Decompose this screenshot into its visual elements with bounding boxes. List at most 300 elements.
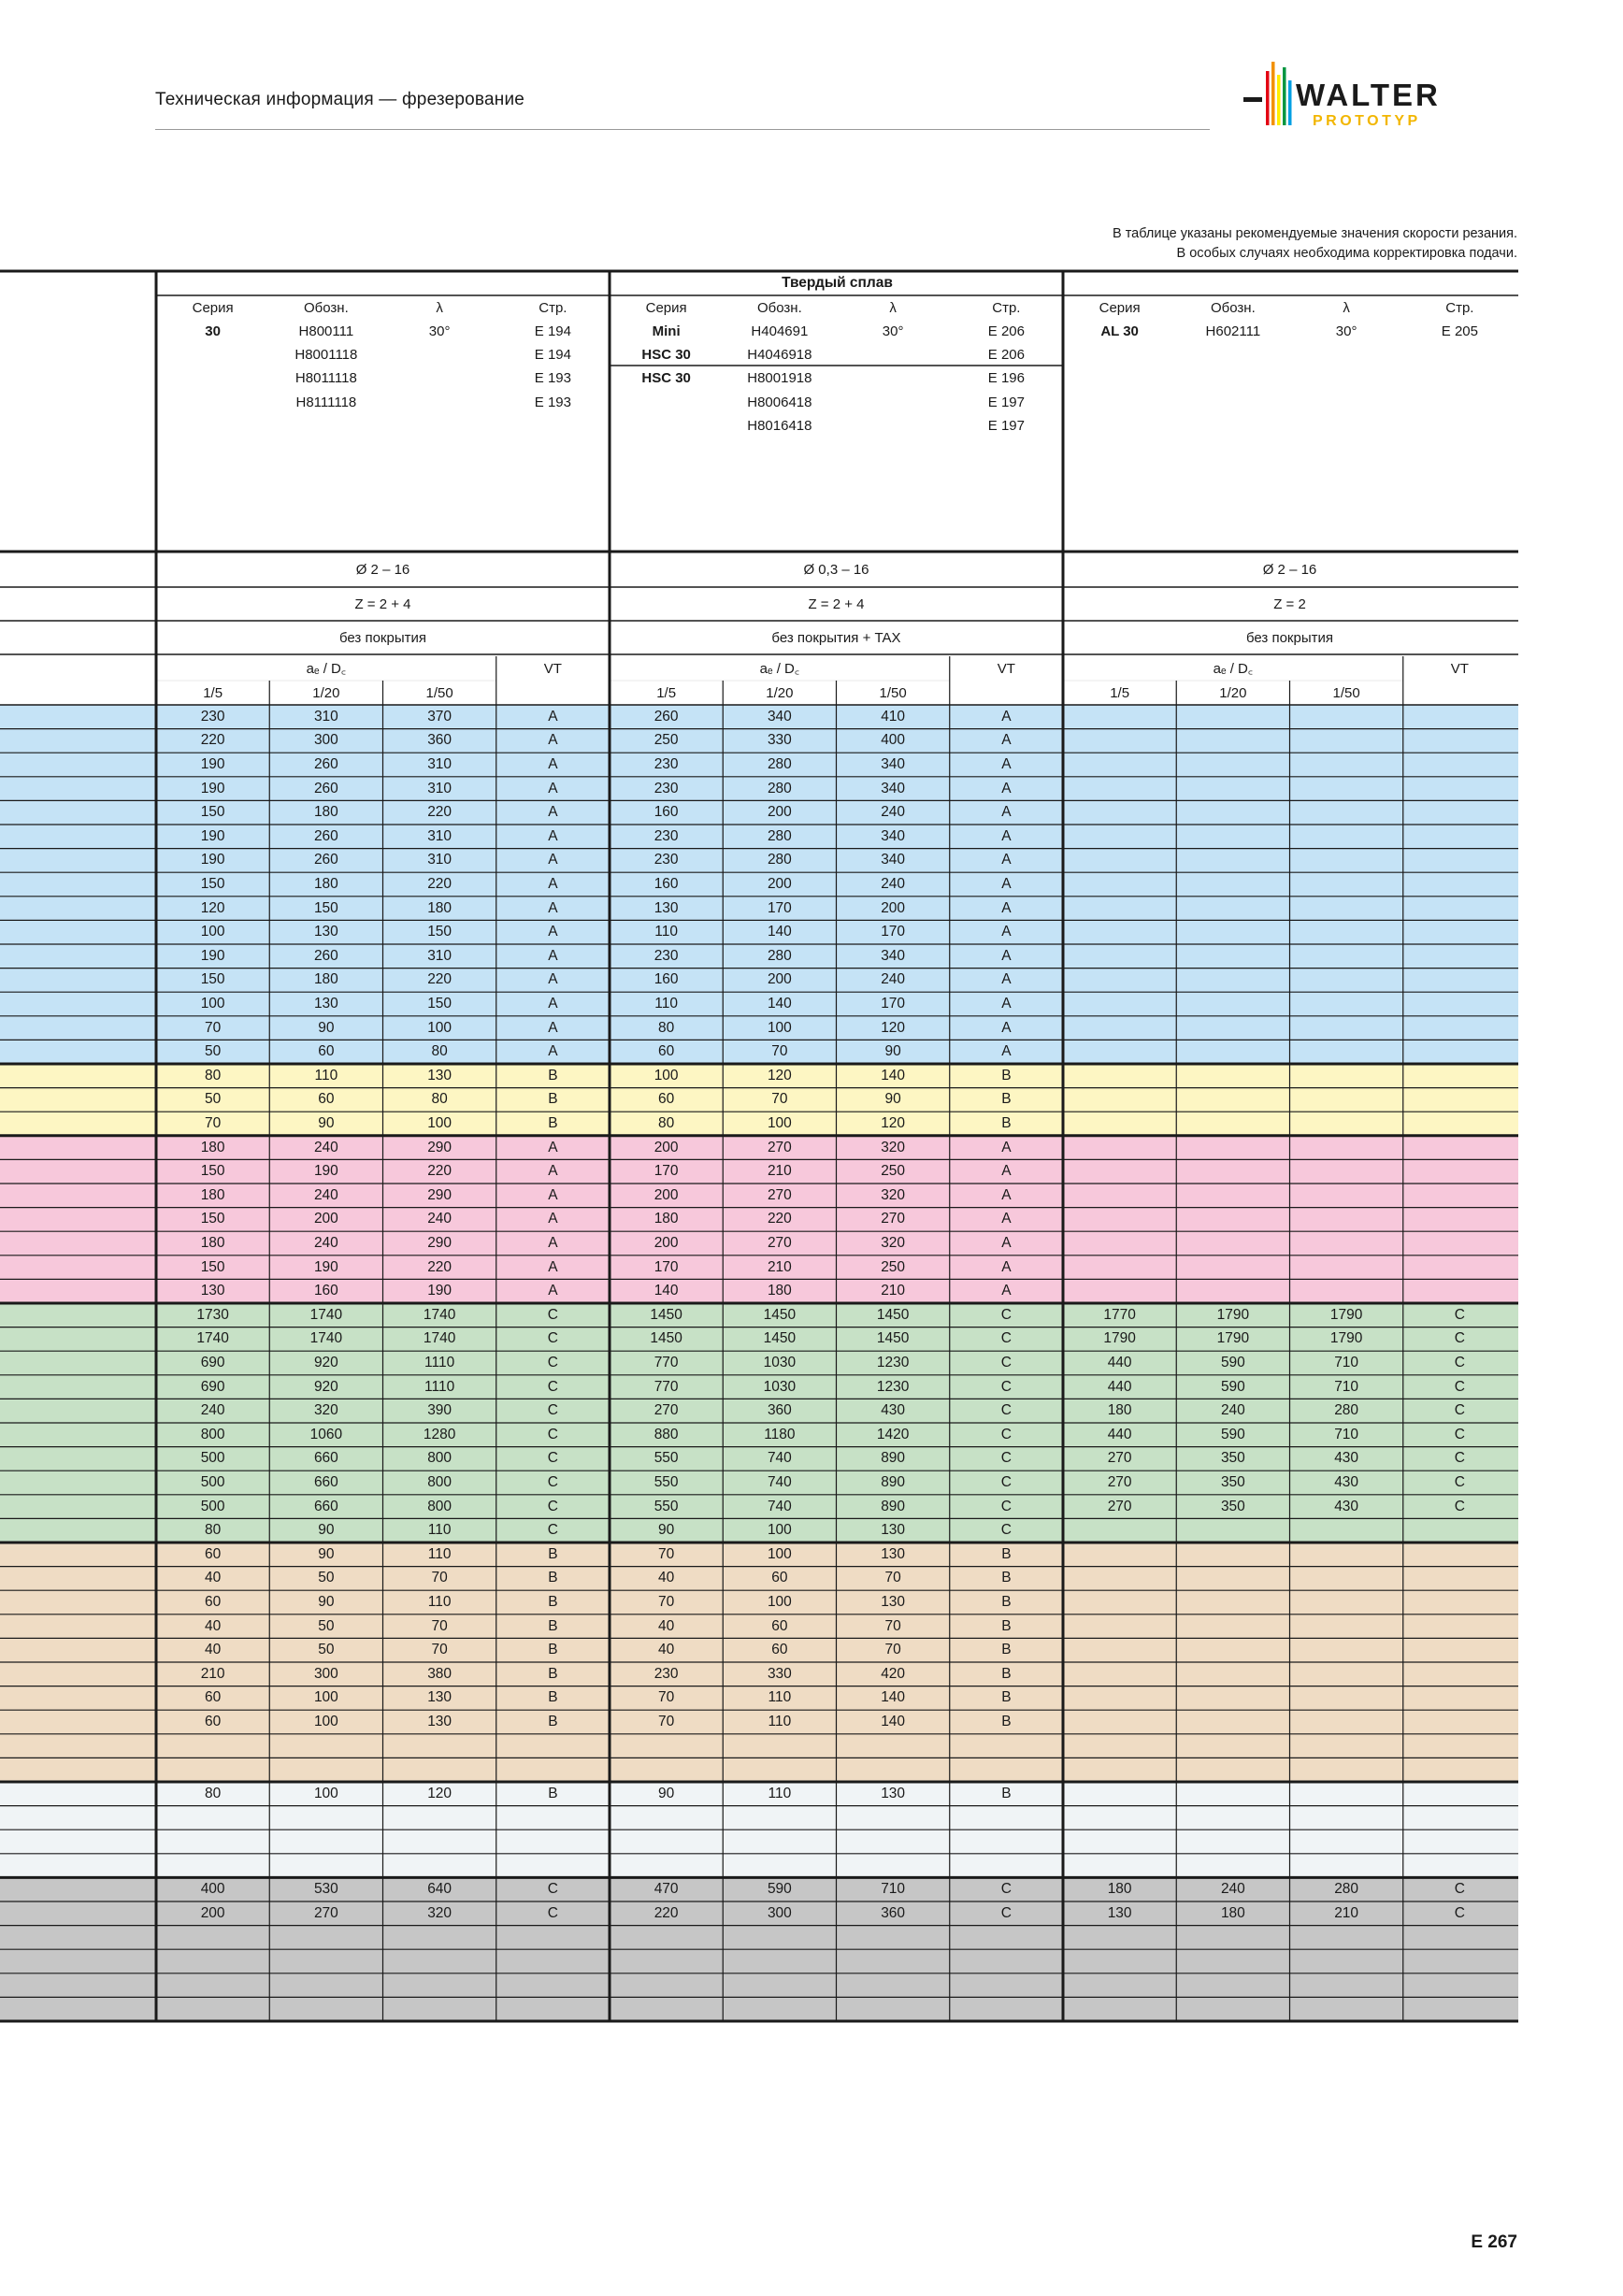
data-cell: 130 — [881, 1522, 906, 1539]
data-cell: 180 — [1107, 1881, 1132, 1898]
data-cell: 230 — [654, 947, 679, 964]
data-cell: 130 — [427, 1067, 452, 1083]
data-cell: 220 — [200, 732, 225, 749]
data-cell: 160 — [313, 1283, 338, 1299]
data-cell: 190 — [200, 780, 225, 796]
series-name: Mini — [652, 323, 681, 339]
data-cell: 40 — [205, 1617, 222, 1634]
data-cell: 200 — [654, 1139, 679, 1155]
data-cell: 310 — [427, 827, 452, 844]
row-band-O — [0, 1949, 1518, 1973]
data-cell: 1450 — [876, 1330, 910, 1347]
data-cell: 160 — [654, 804, 679, 821]
data-cell: 260 — [313, 827, 338, 844]
data-cell: 60 — [658, 1091, 675, 1108]
data-cell: 220 — [654, 1904, 679, 1921]
data-cell: 260 — [313, 755, 338, 772]
data-cell: B — [548, 1067, 558, 1083]
data-cell: 60 — [205, 1689, 222, 1706]
row-band-O — [0, 1997, 1518, 2021]
data-cell: 180 — [200, 1139, 225, 1155]
data-cell: 70 — [431, 1570, 448, 1586]
data-cell: 660 — [313, 1450, 338, 1467]
data-cell: 40 — [205, 1642, 222, 1658]
data-cell: 200 — [767, 875, 792, 892]
data-cell: 200 — [767, 804, 792, 821]
data-cell: C — [1000, 1402, 1012, 1419]
series-name — [156, 343, 269, 366]
data-cell: 400 — [200, 1881, 225, 1898]
page-title: Техническая информация — фрезерование — [155, 90, 525, 109]
row-band-H — [0, 1806, 1518, 1830]
data-cell: 280 — [767, 780, 792, 796]
data-cell: 90 — [318, 1593, 335, 1610]
data-cell: 320 — [427, 1904, 452, 1921]
series-name — [156, 366, 269, 390]
series-name: 30 — [205, 323, 221, 339]
data-cell: 220 — [427, 1258, 452, 1275]
data-cell: C — [547, 1498, 558, 1514]
coating: без покрытия + TAX — [771, 629, 901, 646]
data-cell: B — [1001, 1617, 1012, 1634]
data-cell: 360 — [427, 732, 452, 749]
data-cell: 100 — [767, 1114, 792, 1131]
data-cell: 270 — [1107, 1450, 1132, 1467]
data-cell: A — [548, 1186, 558, 1203]
data-cell: 1180 — [764, 1426, 796, 1442]
data-cell: 230 — [200, 708, 225, 725]
data-cell: 50 — [318, 1570, 335, 1586]
data-cell: 890 — [881, 1498, 906, 1514]
data-cell: 800 — [427, 1498, 452, 1514]
data-cell: 170 — [654, 1258, 679, 1275]
data-cell: 70 — [658, 1713, 675, 1729]
series-designation: H8001118 — [294, 347, 358, 364]
data-cell: A — [1001, 995, 1012, 1012]
data-cell: 130 — [654, 899, 679, 916]
data-cell: B — [1001, 1570, 1012, 1586]
coating: без покрытия — [1245, 629, 1333, 646]
data-cell: 390 — [427, 1402, 452, 1419]
data-cell: 1450 — [876, 1306, 910, 1323]
data-cell: 80 — [205, 1067, 222, 1083]
data-cell: 240 — [200, 1402, 225, 1419]
series-designation: H602111 — [1205, 323, 1261, 339]
data-cell: 440 — [1107, 1426, 1132, 1442]
data-cell: 130 — [881, 1545, 906, 1562]
ae-dc-label: aₑ / D꜀ — [759, 661, 800, 677]
data-cell: A — [548, 804, 558, 821]
data-cell: 240 — [1220, 1402, 1245, 1419]
data-cell: 210 — [1334, 1904, 1359, 1921]
data-cell: 90 — [318, 1019, 335, 1036]
data-cell: 590 — [1220, 1378, 1245, 1395]
series-designation: H8011118 — [294, 370, 357, 387]
data-cell: 280 — [767, 827, 792, 844]
data-cell: A — [548, 971, 558, 988]
data-cell: C — [1454, 1450, 1465, 1467]
data-cell: A — [1001, 755, 1012, 772]
data-cell: 710 — [881, 1881, 906, 1898]
data-cell: 800 — [200, 1426, 225, 1442]
data-cell: B — [1001, 1067, 1012, 1083]
data-cell: 170 — [881, 924, 906, 940]
data-cell: 80 — [658, 1114, 675, 1131]
data-cell: A — [548, 924, 558, 940]
data-cell: B — [1001, 1689, 1012, 1706]
data-cell: 40 — [658, 1570, 675, 1586]
data-cell: 210 — [200, 1665, 225, 1682]
series-page: E 206 — [987, 323, 1025, 339]
data-cell: 120 — [767, 1067, 792, 1083]
data-cell: 550 — [654, 1498, 679, 1514]
teeth-count: Z = 2 + 4 — [354, 596, 411, 612]
data-cell: C — [547, 1354, 558, 1370]
data-cell: 180 — [767, 1283, 792, 1299]
data-cell: 150 — [200, 1163, 225, 1180]
data-cell: 550 — [654, 1450, 679, 1467]
data-cell: 180 — [313, 971, 338, 988]
data-cell: 280 — [767, 947, 792, 964]
data-cell: C — [1454, 1330, 1465, 1347]
data-cell: 270 — [767, 1234, 792, 1251]
data-cell: 80 — [431, 1043, 448, 1060]
data-cell: 90 — [318, 1522, 335, 1539]
data-cell: 200 — [200, 1904, 225, 1921]
data-cell: 300 — [313, 732, 338, 749]
data-cell: 80 — [205, 1522, 222, 1539]
data-cell: 130 — [881, 1593, 906, 1610]
data-cell: 240 — [427, 1211, 452, 1227]
data-cell: 70 — [884, 1617, 901, 1634]
ratio-label: 1/20 — [312, 684, 340, 701]
data-cell: 240 — [881, 875, 906, 892]
data-cell: C — [1454, 1378, 1465, 1395]
data-cell: 70 — [884, 1570, 901, 1586]
data-cell: A — [1001, 732, 1012, 749]
data-cell: 50 — [205, 1043, 222, 1060]
data-cell: 260 — [313, 947, 338, 964]
data-cell: 690 — [200, 1378, 225, 1395]
data-cell: 70 — [658, 1545, 675, 1562]
data-cell: A — [1001, 947, 1012, 964]
data-cell: 430 — [1334, 1450, 1359, 1467]
series-angle — [837, 343, 950, 366]
data-cell: 660 — [313, 1473, 338, 1490]
data-cell: B — [548, 1593, 558, 1610]
ratio-label: 1/50 — [1332, 684, 1360, 701]
data-cell: 370 — [427, 708, 452, 725]
group-title: Твердый сплав — [782, 275, 893, 291]
data-cell: C — [547, 1904, 558, 1921]
data-cell: 110 — [768, 1713, 792, 1729]
data-cell: 200 — [654, 1234, 679, 1251]
data-cell: 90 — [884, 1043, 901, 1060]
data-cell: 240 — [881, 804, 906, 821]
data-cell: 100 — [313, 1689, 338, 1706]
data-cell: 500 — [200, 1498, 225, 1514]
data-cell: A — [548, 852, 558, 868]
data-cell: 350 — [1220, 1450, 1245, 1467]
series-designation: H8001918 — [747, 370, 812, 387]
data-cell: C — [1454, 1306, 1465, 1323]
data-cell: 200 — [881, 899, 906, 916]
row-band-S — [0, 1734, 1518, 1758]
data-cell: 740 — [767, 1473, 792, 1490]
data-cell: B — [1001, 1593, 1012, 1610]
data-cell: 110 — [768, 1785, 792, 1801]
data-cell: 190 — [200, 827, 225, 844]
data-cell: 320 — [881, 1186, 906, 1203]
data-cell: 260 — [313, 852, 338, 868]
data-cell: 130 — [427, 1689, 452, 1706]
data-cell: 100 — [427, 1114, 452, 1131]
data-cell: 350 — [1220, 1473, 1245, 1490]
data-cell: 380 — [427, 1665, 452, 1682]
series-designation: H8111118 — [295, 394, 357, 410]
note-line-2: В особых случаях необходима корректировка подачи. — [1176, 246, 1517, 261]
data-cell: C — [547, 1522, 558, 1539]
vt-label: VT — [997, 660, 1015, 677]
page-number: E 267 — [1471, 2232, 1517, 2252]
data-cell: 240 — [1220, 1881, 1245, 1898]
data-cell: 470 — [654, 1881, 679, 1898]
ratio-label: 1/50 — [879, 684, 907, 701]
data-cell: 60 — [771, 1642, 788, 1658]
data-cell: 710 — [1334, 1354, 1359, 1370]
series-angle — [383, 391, 496, 414]
data-cell: 70 — [658, 1593, 675, 1610]
data-cell: A — [548, 1258, 558, 1275]
data-cell: 80 — [658, 1019, 675, 1036]
data-cell: A — [548, 995, 558, 1012]
data-cell: 140 — [767, 995, 792, 1012]
data-cell: C — [1000, 1904, 1012, 1921]
series-angle: 30° — [882, 323, 904, 339]
data-cell: 1740 — [423, 1306, 456, 1323]
data-cell: 320 — [881, 1234, 906, 1251]
data-cell: 90 — [658, 1785, 675, 1801]
data-cell: 690 — [200, 1354, 225, 1370]
series-page: E 196 — [987, 370, 1025, 387]
data-cell: 220 — [427, 971, 452, 988]
data-cell: 420 — [881, 1665, 906, 1682]
data-cell: 230 — [654, 827, 679, 844]
data-cell: 1790 — [1216, 1306, 1250, 1323]
data-cell: 110 — [427, 1593, 452, 1610]
data-cell: 710 — [1334, 1378, 1359, 1395]
data-cell: C — [1000, 1881, 1012, 1898]
data-cell: 500 — [200, 1473, 225, 1490]
data-cell: C — [547, 1473, 558, 1490]
data-cell: 160 — [654, 971, 679, 988]
data-cell: A — [1001, 708, 1012, 725]
data-cell: 1770 — [1103, 1306, 1136, 1323]
data-cell: 270 — [767, 1186, 792, 1203]
coating: без покрытия — [338, 629, 426, 646]
data-cell: C — [1000, 1306, 1012, 1323]
data-cell: 70 — [205, 1114, 222, 1131]
data-cell: B — [1001, 1091, 1012, 1108]
data-cell: C — [1454, 1904, 1465, 1921]
data-cell: 60 — [205, 1593, 222, 1610]
data-cell: 200 — [313, 1211, 338, 1227]
ratio-label: 1/20 — [1219, 684, 1247, 701]
data-cell: 1450 — [763, 1330, 797, 1347]
series-page: E 205 — [1441, 323, 1478, 339]
data-cell: 180 — [654, 1211, 679, 1227]
diameter-range: Ø 0,3 – 16 — [803, 561, 869, 578]
data-cell: C — [1000, 1498, 1012, 1514]
data-cell: A — [548, 1163, 558, 1180]
data-cell: 60 — [771, 1570, 788, 1586]
data-cell: 150 — [427, 924, 452, 940]
data-cell: 590 — [767, 1881, 792, 1898]
data-cell: 220 — [427, 1163, 452, 1180]
data-cell: 50 — [318, 1642, 335, 1658]
series-angle — [837, 391, 950, 414]
data-cell: 110 — [314, 1067, 338, 1083]
data-cell: 60 — [205, 1713, 222, 1729]
data-cell: 340 — [881, 755, 906, 772]
data-cell: 160 — [654, 875, 679, 892]
data-cell: 1030 — [763, 1378, 797, 1395]
data-cell: 1450 — [763, 1306, 797, 1323]
data-cell: 180 — [200, 1186, 225, 1203]
data-cell: B — [548, 1114, 558, 1131]
data-cell: A — [1001, 1234, 1012, 1251]
series-angle — [383, 366, 496, 390]
data-cell: 920 — [313, 1354, 338, 1370]
row-band-S — [0, 1758, 1518, 1782]
series-name: HSC 30 — [641, 347, 691, 364]
data-cell: 300 — [313, 1665, 338, 1682]
data-cell: A — [548, 1283, 558, 1299]
data-cell: C — [1000, 1330, 1012, 1347]
subhead-0: Серия — [1099, 299, 1141, 316]
series-name — [610, 391, 723, 414]
data-cell: B — [548, 1570, 558, 1586]
data-cell: C — [547, 1881, 558, 1898]
subhead-1: Обозн. — [303, 299, 349, 316]
series-page: E 197 — [987, 394, 1025, 410]
series-angle — [383, 343, 496, 366]
data-cell: 60 — [318, 1043, 335, 1060]
data-cell: 350 — [1220, 1498, 1245, 1514]
data-cell: A — [1001, 1043, 1012, 1060]
data-cell: A — [548, 1234, 558, 1251]
data-cell: A — [1001, 924, 1012, 940]
data-cell: 270 — [313, 1904, 338, 1921]
series-designation: H8016418 — [747, 417, 812, 434]
data-cell: 410 — [881, 708, 906, 725]
data-cell: 260 — [654, 708, 679, 725]
data-cell: 190 — [313, 1258, 338, 1275]
data-cell: 270 — [767, 1139, 792, 1155]
data-cell: 920 — [313, 1378, 338, 1395]
row-band-O — [0, 1926, 1518, 1950]
data-cell: 800 — [427, 1450, 452, 1467]
row-band-O — [0, 1973, 1518, 1998]
data-cell: C — [1454, 1498, 1465, 1514]
data-cell: 270 — [1107, 1473, 1132, 1490]
data-cell: B — [548, 1689, 558, 1706]
subhead-3: Стр. — [539, 299, 567, 316]
data-cell: A — [1001, 1211, 1012, 1227]
data-cell: 130 — [427, 1713, 452, 1729]
data-cell: 100 — [767, 1593, 792, 1610]
data-cell: 100 — [427, 1019, 452, 1036]
subhead-1: Обозн. — [756, 299, 802, 316]
data-cell: 180 — [427, 899, 452, 916]
data-cell: 1450 — [650, 1330, 682, 1347]
data-cell: C — [1000, 1450, 1012, 1467]
data-cell: 1030 — [763, 1354, 797, 1370]
data-cell: 1790 — [1329, 1306, 1363, 1323]
data-cell: 210 — [767, 1258, 792, 1275]
data-cell: 250 — [654, 732, 679, 749]
data-cell: A — [1001, 804, 1012, 821]
data-cell: 100 — [313, 1785, 338, 1801]
data-cell: A — [1001, 852, 1012, 868]
data-cell: 180 — [313, 804, 338, 821]
data-cell: B — [548, 1642, 558, 1658]
data-cell: 300 — [767, 1904, 792, 1921]
data-cell: 180 — [1220, 1904, 1245, 1921]
series-name — [610, 414, 723, 438]
data-cell: 430 — [881, 1402, 906, 1419]
data-cell: B — [548, 1665, 558, 1682]
data-cell: 190 — [200, 755, 225, 772]
data-cell: B — [1001, 1785, 1012, 1801]
data-cell: B — [548, 1713, 558, 1729]
data-cell: 120 — [427, 1785, 452, 1801]
data-cell: 1280 — [423, 1426, 456, 1442]
data-cell: B — [548, 1785, 558, 1801]
data-cell: 320 — [881, 1139, 906, 1155]
logo-wordmark: WALTER — [1296, 78, 1441, 112]
data-cell: 660 — [313, 1498, 338, 1514]
data-cell: 230 — [654, 852, 679, 868]
data-cell: 60 — [318, 1091, 335, 1108]
data-cell: 310 — [427, 755, 452, 772]
data-cell: 60 — [205, 1545, 222, 1562]
data-cell: 100 — [767, 1019, 792, 1036]
data-cell: 190 — [200, 947, 225, 964]
row-band-H — [0, 1830, 1518, 1854]
data-cell: 290 — [427, 1139, 452, 1155]
data-cell: B — [1001, 1114, 1012, 1131]
row-band-H — [0, 1854, 1518, 1878]
series-designation: H404691 — [751, 323, 809, 339]
data-cell: 640 — [427, 1881, 452, 1898]
data-cell: 100 — [767, 1545, 792, 1562]
data-cell: 70 — [658, 1689, 675, 1706]
data-cell: C — [1000, 1522, 1012, 1539]
data-cell: 550 — [654, 1473, 679, 1490]
series-angle — [837, 414, 950, 438]
data-cell: 440 — [1107, 1354, 1132, 1370]
data-cell: 40 — [658, 1642, 675, 1658]
data-cell: 60 — [771, 1617, 788, 1634]
data-cell: 100 — [200, 995, 225, 1012]
data-cell: 70 — [205, 1019, 222, 1036]
data-cell: 90 — [658, 1522, 675, 1539]
data-cell: B — [548, 1617, 558, 1634]
data-cell: 800 — [427, 1473, 452, 1490]
data-cell: 340 — [881, 852, 906, 868]
series-name — [156, 391, 269, 414]
